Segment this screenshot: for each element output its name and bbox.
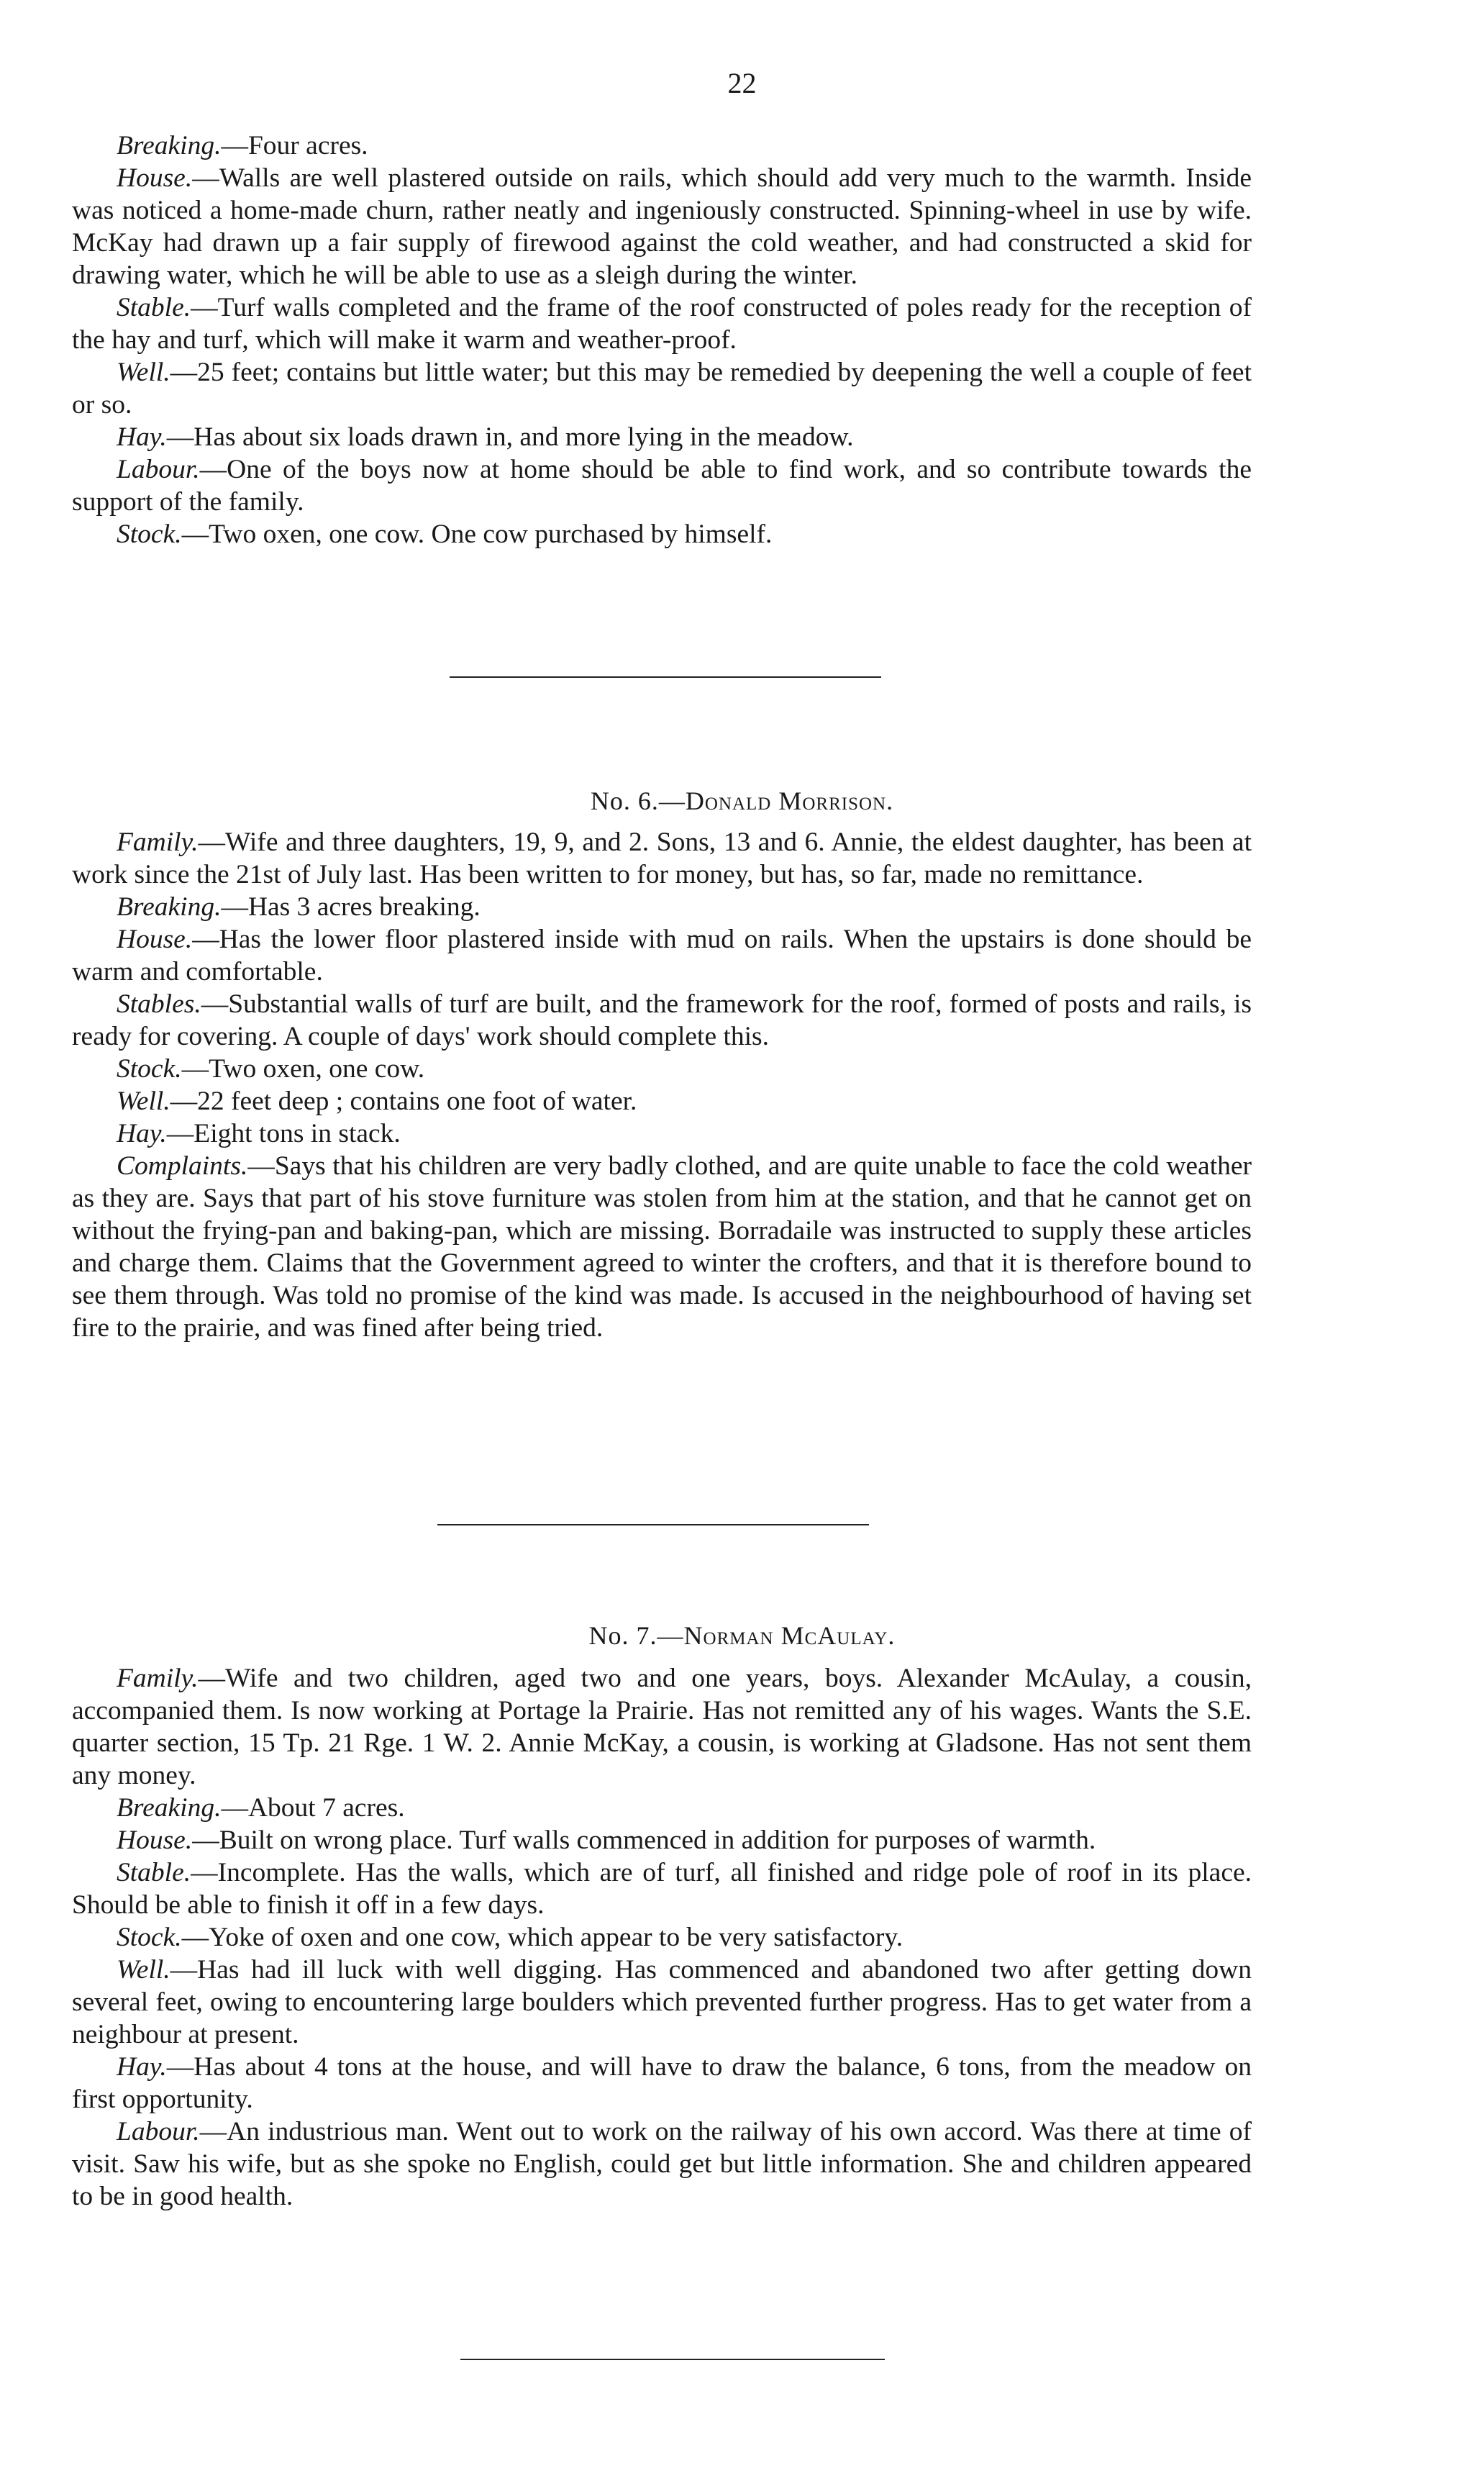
entry-label: Well. <box>117 1087 170 1116</box>
entry-family <box>72 1662 1252 1792</box>
entry-label: Stock. <box>117 1054 182 1084</box>
entry-label: Hay. <box>117 2052 167 2082</box>
entry-text: —Says that his children are very badly clothed, and are quite unable to face the cold weather as they are. Says that part of his stove furniture was stolen from him at the station, and that he cannot get on without the frying-pan and baking-pan, which are missing. Borradaile was instructed to supply these articles and charge them. Claims that the Government agreed to winter the crofters, and that it is therefore bound to see them through. Was told no promise of the kind was made. Is accused in the neighbourhood of having set fire to the prairie, and was fined after being tried. <box>72 1151 1252 1343</box>
entry-text: —Wife and two children, aged two and one years, boys. Alexander McAulay, a cousin, accompanied them. Is now working at Portage la Prairie. Has not remitted any of his wages. Wants the S.E. quarter section, 15 Tp. 21 Rge. 1 W. 2. Annie McKay, a cousin, is working at Gladsone. Has not sent them any money. <box>72 1664 1252 1790</box>
entry-label: Stable. <box>117 293 191 322</box>
entry-text: —One of the boys now at home should be able to find work, and so contribute towards the support of the family. <box>72 455 1252 517</box>
entry-stables <box>72 988 1252 1053</box>
entry-text: —Four acres. <box>221 131 368 160</box>
section-number: No. 6.— <box>590 786 686 815</box>
entry-text: —Has had ill luck with well digging. Has commenced and abandoned two after getting down several feet, owing to encountering large boulders which prevented further progress. Has to get water from a neighbour at present. <box>72 1955 1252 2049</box>
entry-stock <box>72 1921 1252 1954</box>
entry-text: —Substantial walls of turf are built, and the framework for the roof, formed of posts and rails, is ready for covering. A couple of days' work should complete this. <box>72 989 1252 1051</box>
entry-text: —About 7 acres. <box>221 1793 405 1823</box>
entry-stable <box>72 1856 1252 1921</box>
entry-well <box>72 1085 1252 1117</box>
entry-label: House. <box>117 163 193 193</box>
entry-label: Labour. <box>117 2117 200 2146</box>
entry-complaints <box>72 1150 1252 1344</box>
entry-text: —Built on wrong place. Turf walls commenced in addition for purposes of warmth. <box>192 1826 1096 1855</box>
entry-label: House. <box>117 1826 193 1855</box>
entry-text: —Has about 4 tons at the house, and will have to draw the balance, 6 tons, from the meadow on first opportunity. <box>72 2052 1252 2114</box>
entry-breaking <box>72 1792 1252 1824</box>
section-number: No. 7.— <box>588 1621 684 1650</box>
entry-text: —Turf walls completed and the frame of the roof constructed of poles ready for the reception of the hay and turf, which will make it warm and weather-proof. <box>72 293 1252 355</box>
section-name: Norman McAulay. <box>683 1621 896 1650</box>
entry-house <box>72 1824 1252 1856</box>
entry-label: House. <box>117 925 193 954</box>
entry-text: —Eight tons in stack. <box>166 1119 401 1148</box>
section-name: Donald Morrison. <box>685 786 894 815</box>
entry-label: Well. <box>117 1955 170 1985</box>
entry-label: Family. <box>117 827 199 857</box>
section-divider <box>437 1524 869 1525</box>
section-title-no6 <box>0 786 1484 816</box>
entry-text: —Has 3 acres breaking. <box>221 892 481 922</box>
section-norman-mcaulay <box>72 1662 1252 2213</box>
section-title-no7 <box>0 1620 1484 1651</box>
entry-text: —Two oxen, one cow. One cow purchased by himself. <box>181 520 773 549</box>
entry-label: Family. <box>117 1664 199 1693</box>
entry-label: Stables. <box>117 989 201 1019</box>
entry-labour <box>72 453 1252 518</box>
entry-label: Stock. <box>117 1923 182 1952</box>
entry-label: Well. <box>117 358 170 387</box>
entry-text: —Walls are well plastered outside on rails, which should add very much to the warmth. Inside was noticed a home-made churn, rather neatly and ingeniously constructed. Spinning-wheel in use by wife. McKay had drawn up a fair supply of firewood against the cold weather, and had constructed a skid for drawing water, which he will be able to use as a sleigh during the winter. <box>72 163 1252 290</box>
entry-text: —22 feet deep ; contains one foot of water. <box>170 1087 637 1116</box>
section-divider <box>460 2359 885 2360</box>
entry-stock <box>72 518 1252 550</box>
entry-stock <box>72 1053 1252 1085</box>
entry-label: Stock. <box>117 520 182 549</box>
entry-label: Breaking. <box>117 1793 222 1823</box>
section-donald-morrison <box>72 826 1252 1344</box>
entry-house <box>72 923 1252 988</box>
entry-stable <box>72 291 1252 356</box>
entry-hay <box>72 421 1252 453</box>
entry-text: —Wife and three daughters, 19, 9, and 2. Sons, 13 and 6. Annie, the eldest daughter, has been at work since the 21st of July last. Has been written to for money, but has, so far, made no remittance. <box>72 827 1252 889</box>
entry-hay <box>72 1117 1252 1150</box>
entry-family <box>72 826 1252 891</box>
entry-label: Breaking. <box>117 131 222 160</box>
entry-label: Breaking. <box>117 892 222 922</box>
entry-well <box>72 1954 1252 2051</box>
entry-text: —Incomplete. Has the walls, which are of turf, all finished and ridge pole of roof in its place. Should be able to finish it off in a few days. <box>72 1858 1252 1920</box>
entry-breaking <box>72 130 1252 162</box>
section-mckay-continued <box>72 130 1252 550</box>
page-number: 22 <box>727 67 757 99</box>
entry-text: —Two oxen, one cow. <box>181 1054 425 1084</box>
entry-text: —Yoke of oxen and one cow, which appear to be very satisfactory. <box>181 1923 903 1952</box>
entry-well <box>72 356 1252 421</box>
entry-label: Hay. <box>117 422 167 452</box>
entry-house <box>72 162 1252 291</box>
entry-label: Complaints. <box>117 1151 248 1181</box>
entry-text: —Has the lower floor plastered inside with mud on rails. When the upstairs is done should be warm and comfortable. <box>72 925 1252 987</box>
entry-label: Hay. <box>117 1119 167 1148</box>
entry-text: —An industrious man. Went out to work on the railway of his own accord. Was there at time of visit. Saw his wife, but as she spoke no English, could get but little information. She and children appeared to be in good health. <box>72 2117 1252 2211</box>
entry-label: Labour. <box>117 455 200 484</box>
entry-breaking <box>72 891 1252 923</box>
entry-text: —25 feet; contains but little water; but this may be remedied by deepening the well a couple of feet or so. <box>72 358 1252 420</box>
entry-hay <box>72 2051 1252 2116</box>
entry-text: —Has about six loads drawn in, and more lying in the meadow. <box>166 422 854 452</box>
section-divider <box>450 676 881 678</box>
entry-label: Stable. <box>117 1858 191 1887</box>
entry-labour <box>72 2116 1252 2213</box>
